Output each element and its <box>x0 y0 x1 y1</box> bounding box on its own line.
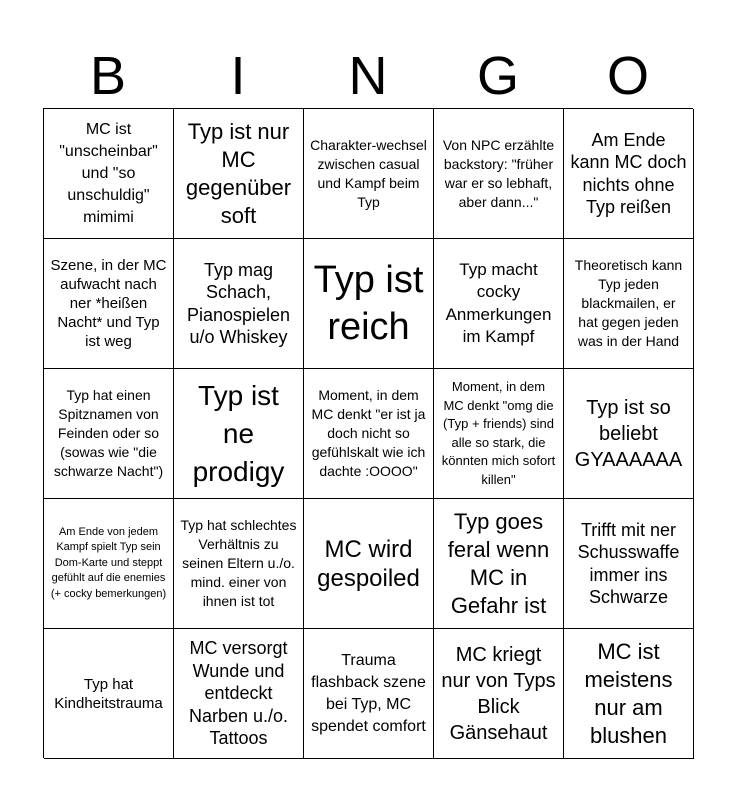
bingo-cell-r1c3[interactable] <box>304 109 434 239</box>
bingo-cell-text: Typ ist reich <box>313 258 424 348</box>
header-letter-o: O <box>606 46 649 106</box>
bingo-cell-r2c5[interactable] <box>564 239 694 369</box>
bingo-cell-r1c5[interactable] <box>564 109 694 239</box>
bingo-cell-text: MC wird gespoiled <box>317 535 420 592</box>
bingo-cell-text: Typ ist ne prodigy <box>192 379 285 487</box>
header-letter-b: B <box>89 46 127 106</box>
bingo-cell-text: Typ mag Schach, Pianospielen u/o Whiskey <box>186 259 291 347</box>
bingo-cell-text: Typ hat schlechtes Verhältnis zu seinen Eltern u./o. mind. einer von ihnen ist tot <box>180 517 297 609</box>
bingo-cell-r4c4[interactable] <box>434 499 564 629</box>
header-letter-g: G <box>476 46 519 106</box>
bingo-cell-r3c5[interactable] <box>564 369 694 499</box>
bingo-cell-r3c3[interactable] <box>304 369 434 499</box>
bingo-cell-text: MC ist meistens nur am blushen <box>584 638 673 748</box>
bingo-cell-r4c1[interactable] <box>44 499 174 629</box>
bingo-cell-text: Typ hat einen Spitznamen von Feinden oder so (sowas wie "die schwarze Nacht") <box>53 387 164 479</box>
bingo-cell-r5c1[interactable] <box>44 629 174 759</box>
bingo-cell-text: Typ macht cocky Anmerkungen im Kampf <box>445 259 552 346</box>
bingo-cell-text: Charakter-wechsel zwischen casual und Kampf beim Typ <box>310 136 427 210</box>
bingo-cell-r4c5[interactable] <box>564 499 694 629</box>
bingo-cell-text: Am Ende kann MC doch nichts ohne Typ reißen <box>570 129 687 217</box>
bingo-cell-text: MC kriegt nur von Typs Blick Gänsehaut <box>441 643 556 744</box>
bingo-cell-r5c3[interactable] <box>304 629 434 759</box>
bingo-cell-text: MC versorgt Wunde und entdeckt Narben u./o. Tattoos <box>188 638 289 749</box>
bingo-cell-text: Szene, in der MC aufwacht nach ner *heißen Nacht* und Typ ist weg <box>50 257 167 350</box>
bingo-cell-r1c1[interactable] <box>44 109 174 239</box>
bingo-cell-text: Typ ist so beliebt GYAAAAAA <box>574 396 683 471</box>
bingo-cell-text: Typ ist nur MC gegenüber soft <box>185 118 292 228</box>
bingo-cell-text: Typ hat Kindheitstrauma <box>54 675 163 712</box>
bingo-cell-r5c4[interactable] <box>434 629 564 759</box>
bingo-cell-r3c1[interactable] <box>44 369 174 499</box>
bingo-cell-text: Moment, in dem MC denkt "er ist ja doch nicht so gefühlskalt wie ich dachte :OOOO" <box>311 387 426 479</box>
bingo-cell-r5c2[interactable] <box>174 629 304 759</box>
bingo-cell-r2c1[interactable] <box>44 239 174 369</box>
bingo-cell-r4c2[interactable] <box>174 499 304 629</box>
bingo-grid <box>43 108 693 758</box>
bingo-cell-text: MC ist "unscheinbar" und "so unschuldig" mimimi <box>59 120 158 226</box>
bingo-cell-text: Von NPC erzählte backstory: "früher war er so lebhaft, aber dann..." <box>442 136 555 210</box>
bingo-header <box>43 44 693 108</box>
header-letter-n: N <box>348 46 388 106</box>
header-letter-i: I <box>230 46 246 106</box>
bingo-cell-r5c5[interactable] <box>564 629 694 759</box>
bingo-cell-text: Trifft mit ner Schusswaffe immer ins Schwarze <box>577 519 680 607</box>
bingo-cell-r3c4[interactable] <box>434 369 564 499</box>
bingo-cell-r2c3[interactable] <box>304 239 434 369</box>
bingo-cell-r1c2[interactable] <box>174 109 304 239</box>
bingo-cell-text: Typ goes feral wenn MC in Gefahr ist <box>447 508 550 618</box>
bingo-cell-text: Am Ende von jedem Kampf spielt Typ sein Dom-Karte und steppt gefühlt auf die enemies (+ cocky bemerkungen) <box>50 525 167 600</box>
bingo-cell-r2c4[interactable] <box>434 239 564 369</box>
bingo-cell-text: Moment, in dem MC denkt "omg die (Typ + friends) sind alle so stark, die könnten mich sofort killen" <box>441 379 556 487</box>
bingo-cell-text: Trauma flashback szene bei Typ, MC spendet comfort <box>311 651 426 735</box>
bingo-cell-r4c3[interactable] <box>304 499 434 629</box>
bingo-cell-r1c4[interactable] <box>434 109 564 239</box>
bingo-cell-r3c2[interactable] <box>174 369 304 499</box>
bingo-cell-r2c2[interactable] <box>174 239 304 369</box>
bingo-cell-text: Theoretisch kann Typ jeden blackmailen, er hat gegen jeden was in der Hand <box>574 257 683 349</box>
